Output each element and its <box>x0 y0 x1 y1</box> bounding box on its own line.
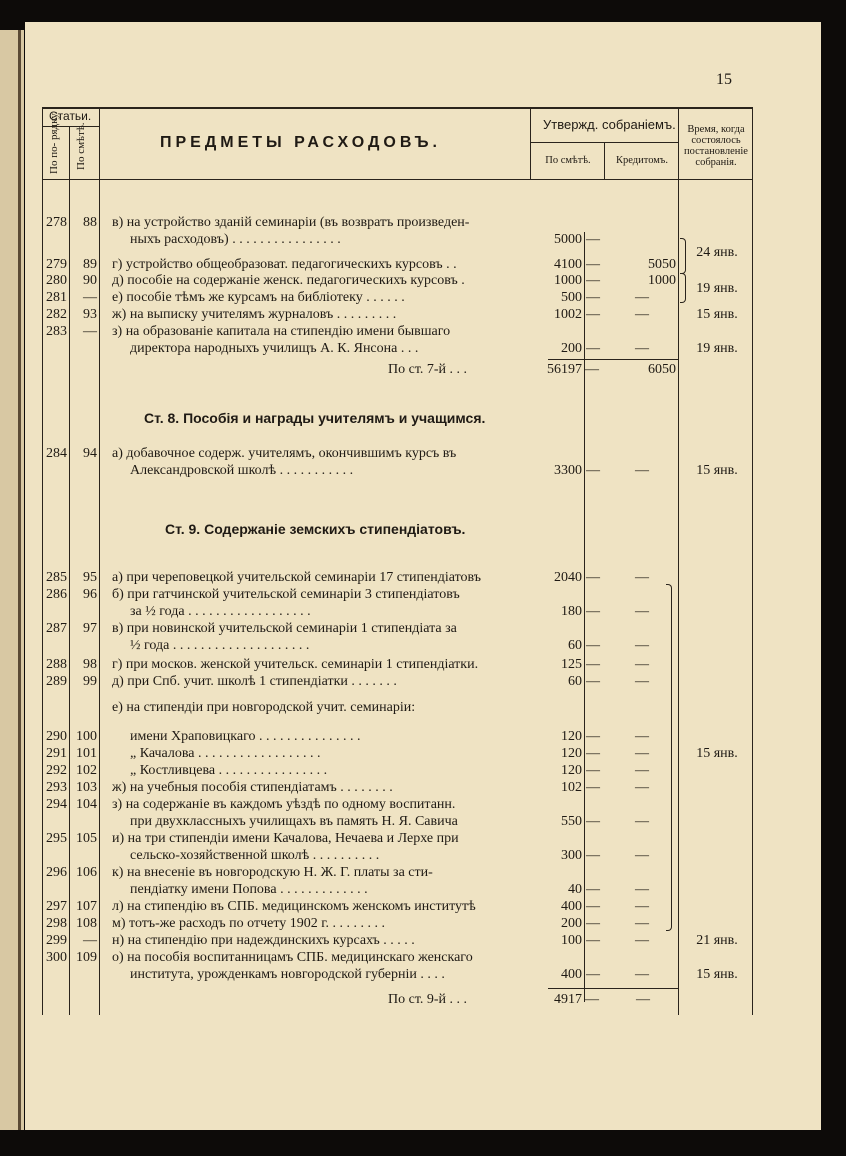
row-sum-dash: — <box>586 899 600 914</box>
row-text: о) на пособія воспитанницамъ СПБ. медицинскаго женскаго <box>112 950 473 965</box>
row-date: 24 янв. <box>696 245 738 260</box>
row-smeta-number: 93 <box>83 307 97 322</box>
row-number: 289 <box>46 674 67 689</box>
row-credit: — <box>635 570 649 585</box>
section-heading-9: Ст. 9. Содержаніе земскихъ стипендіатовъ. <box>165 521 466 537</box>
row-credit: — <box>635 290 649 305</box>
row-credit: — <box>635 848 649 863</box>
col-s-right <box>99 107 100 1015</box>
row-text-continued: сельско-хозяйственной школѣ . . . . . . . . . . <box>130 848 380 863</box>
row-sum-dash: — <box>586 570 600 585</box>
row-sum-dash: — <box>586 882 600 897</box>
row-number: 279 <box>46 257 67 272</box>
row-sum: 180 <box>561 604 582 619</box>
row-smeta-number: 109 <box>76 950 97 965</box>
row-number: 297 <box>46 899 67 914</box>
row-text: и) на три стипендіи имени Качалова, Нечаева и Лерхе при <box>112 831 459 846</box>
row-credit: — <box>635 746 649 761</box>
row-text-continued: при двухклассныхъ училищахъ въ память Н. Я. Савича <box>130 814 458 829</box>
row-sum-dash: — <box>586 341 600 356</box>
row-sum: 125 <box>561 657 582 672</box>
row-credit: — <box>635 341 649 356</box>
row-sum-dash: — <box>586 257 600 272</box>
row-date: 21 янв. <box>696 933 738 948</box>
row-smeta-number: — <box>83 290 97 305</box>
row-number: 296 <box>46 865 67 880</box>
col-sum-dash <box>584 232 585 1002</box>
row-credit: — <box>635 638 649 653</box>
row-text-continued: пендіатку имени Попова . . . . . . . . . . . . . <box>130 882 368 897</box>
row-sum: 102 <box>561 780 582 795</box>
row-credit: — <box>635 882 649 897</box>
row-text: имени Храповицкаго . . . . . . . . . . . . . . . <box>130 729 361 744</box>
header-title: ПРЕДМЕТЫ РАСХОДОВЪ. <box>160 134 441 151</box>
row-text: е) пособіе тѣмъ же курсамъ на библіотеку . . . . . . <box>112 290 405 305</box>
col-cr-right <box>678 107 679 1015</box>
spine-edge <box>18 30 21 1130</box>
table-header-rule <box>42 179 753 180</box>
row-sum-dash: — <box>586 848 600 863</box>
row-number: 281 <box>46 290 67 305</box>
total7-sum: 56197 <box>547 362 582 377</box>
total9-credit: — <box>636 992 650 1007</box>
header-po-poryadku: По по- рядку. <box>48 111 60 174</box>
row-sum: 40 <box>568 882 582 897</box>
row-smeta-number: — <box>83 324 97 339</box>
row-number: 293 <box>46 780 67 795</box>
row-sum: 60 <box>568 674 582 689</box>
row-sum-dash: — <box>586 674 600 689</box>
row-sum: 120 <box>561 746 582 761</box>
row-number: 300 <box>46 950 67 965</box>
row-text: з) на образованіе капитала на стипендію имени бывшаго <box>112 324 451 339</box>
row-sum-dash: — <box>586 307 600 322</box>
row-credit: — <box>635 780 649 795</box>
header-kreditom: Кредитомъ. <box>616 155 668 166</box>
row-text: г) устройство общеобразоват. педагогическихъ курсовъ . . <box>112 257 457 272</box>
row-sum-dash: — <box>586 463 600 478</box>
row-text: д) при Спб. учит. школѣ 1 стипендіатки . . . . . . . <box>112 674 397 689</box>
row-text: в) при новинской учительской семинаріи 1 стипендіата за <box>112 621 457 636</box>
row-smeta-number: 88 <box>83 215 97 230</box>
section-heading-8: Ст. 8. Пособія и награды учителямъ и учащимся. <box>144 410 486 426</box>
table-top-rule <box>42 107 753 109</box>
row-smeta-number: 105 <box>76 831 97 846</box>
total7-rule <box>548 359 678 360</box>
row-number: 287 <box>46 621 67 636</box>
row-number: 286 <box>46 587 67 602</box>
row-sum-dash: — <box>586 967 600 982</box>
row-sum: 4100 <box>554 257 582 272</box>
row-sum-dash: — <box>586 232 600 247</box>
row-sum-dash: — <box>586 604 600 619</box>
row-smeta-number: 104 <box>76 797 97 812</box>
row-smeta-number: 96 <box>83 587 97 602</box>
total7-label: По ст. 7-й . . . <box>388 362 468 377</box>
row-credit: 1000 <box>648 273 676 288</box>
row-smeta-number: 98 <box>83 657 97 672</box>
header-vremya: Время, когда состоялось постановленіе собранія. <box>684 124 748 168</box>
row-sum: 400 <box>561 899 582 914</box>
row-sum: 2040 <box>554 570 582 585</box>
row-text-continued: ½ года . . . . . . . . . . . . . . . . . . . . <box>130 638 310 653</box>
row-credit: — <box>635 763 649 778</box>
row-text: м) тотъ-же расходъ по отчету 1902 г. . . . . . . . . <box>112 916 385 931</box>
row-sum: 60 <box>568 638 582 653</box>
row-credit: 5050 <box>648 257 676 272</box>
row-sum: 500 <box>561 290 582 305</box>
row-smeta-number: 95 <box>83 570 97 585</box>
row-sum-dash: — <box>586 290 600 305</box>
row-credit: — <box>635 729 649 744</box>
row-smeta-number: 101 <box>76 746 97 761</box>
total9-dash: — <box>585 992 599 1007</box>
row-number: 292 <box>46 763 67 778</box>
row-number: 298 <box>46 916 67 931</box>
row-sum-dash: — <box>586 729 600 744</box>
row-number: 283 <box>46 324 67 339</box>
row-date: 19 янв. <box>696 281 738 296</box>
row-sum-dash: — <box>586 657 600 672</box>
row-number: 284 <box>46 446 67 461</box>
total9-rule <box>548 988 678 989</box>
row-credit: — <box>635 899 649 914</box>
row-credit: — <box>635 814 649 829</box>
row-text-continued: за ½ года . . . . . . . . . . . . . . . . . . <box>130 604 311 619</box>
row-date: 15 янв. <box>696 463 738 478</box>
row-number: 291 <box>46 746 67 761</box>
row-date: 15 янв. <box>696 967 738 982</box>
row-credit: — <box>635 604 649 619</box>
row-smeta-number: 94 <box>83 446 97 461</box>
total9-label: По ст. 9-й . . . <box>388 992 468 1007</box>
header-po-smete: По смѣтѣ. <box>75 122 87 170</box>
col-right <box>752 107 753 1015</box>
row-sum-dash: — <box>586 780 600 795</box>
row-smeta-number: 106 <box>76 865 97 880</box>
row-date: 19 янв. <box>696 341 738 356</box>
row-text: в) на устройство зданій семинаріи (въ возвратъ произведен- <box>112 215 470 230</box>
total7-credit: 6050 <box>648 362 676 377</box>
row-sum: 200 <box>561 341 582 356</box>
row-sum: 120 <box>561 763 582 778</box>
row-sum: 1002 <box>554 307 582 322</box>
row-smeta-number: 108 <box>76 916 97 931</box>
row-text: з) на содержаніе въ каждомъ уѣздѣ по одному воспитанн. <box>112 797 456 812</box>
row-smeta-number: 90 <box>83 273 97 288</box>
row-credit: — <box>635 657 649 672</box>
row-smeta-number: 99 <box>83 674 97 689</box>
row-sum: 120 <box>561 729 582 744</box>
row-text: „ Костливцева . . . . . . . . . . . . . . . . <box>130 763 328 778</box>
row-smeta-number: 102 <box>76 763 97 778</box>
row-credit: — <box>635 933 649 948</box>
row-smeta-number: 107 <box>76 899 97 914</box>
row-credit: — <box>635 916 649 931</box>
header-stati: Статьи. <box>49 109 92 123</box>
row-text: к) на внесеніе въ новгородскую Н. Ж. Г. платы за сти- <box>112 865 433 880</box>
row-text: н) на стипендію при надеждинскихъ курсахъ . . . . . <box>112 933 415 948</box>
col-sum-right <box>604 142 605 179</box>
row-smeta-number: 97 <box>83 621 97 636</box>
row-number: 280 <box>46 273 67 288</box>
row-text-continued: Александровской школѣ . . . . . . . . . . . <box>130 463 354 478</box>
brace-279-280 <box>680 238 686 274</box>
row-credit: — <box>635 307 649 322</box>
row-sum-dash: — <box>586 763 600 778</box>
row-number: 278 <box>46 215 67 230</box>
page-number: 15 <box>716 71 732 88</box>
row-smeta-number: — <box>83 933 97 948</box>
row-credit: — <box>635 674 649 689</box>
row-date: 15 янв. <box>696 307 738 322</box>
row-sum-dash: — <box>586 746 600 761</box>
row-number: 288 <box>46 657 67 672</box>
row-number: 294 <box>46 797 67 812</box>
row-sum: 1000 <box>554 273 582 288</box>
header-po-smete-col: По смѣтѣ. <box>545 155 591 166</box>
row-text-continued: директора народныхъ училищъ А. К. Янсона . . . <box>130 341 419 356</box>
total9-sum: 4917 <box>554 992 582 1007</box>
row-number: 285 <box>46 570 67 585</box>
col-desc-right <box>530 107 531 179</box>
row-text: д) пособіе на содержаніе женск. педагогическихъ курсовъ . <box>112 273 465 288</box>
row-sum-dash: — <box>586 638 600 653</box>
row-text: а) при череповецкой учительской семинаріи 17 стипендіатовъ <box>112 570 482 585</box>
row-text: л) на стипендію въ СПБ. медицинскомъ женскомъ институтѣ <box>112 899 476 914</box>
total7-dash: — <box>585 362 599 377</box>
row-sum: 100 <box>561 933 582 948</box>
row-sum: 550 <box>561 814 582 829</box>
row-sum-dash: — <box>586 916 600 931</box>
row-text-continued: ныхъ расходовъ) . . . . . . . . . . . . . . . . <box>130 232 341 247</box>
row-credit: — <box>635 967 649 982</box>
row-credit: — <box>635 463 649 478</box>
row-text: „ Качалова . . . . . . . . . . . . . . . . . . <box>130 746 321 761</box>
row-sum: 3300 <box>554 463 582 478</box>
brace-280-281 <box>680 273 686 303</box>
row-number: 299 <box>46 933 67 948</box>
row-smeta-number: 89 <box>83 257 97 272</box>
row-text: ж) на учебныя пособія стипендіатамъ . . . . . . . . <box>112 780 393 795</box>
row-sum: 5000 <box>554 232 582 247</box>
row-text: ж) на выписку учителямъ журналовъ . . . . . . . . . <box>112 307 397 322</box>
row-smeta-number: 103 <box>76 780 97 795</box>
brace-285-298 <box>666 584 672 931</box>
row-sum-dash: — <box>586 814 600 829</box>
row-text: е) на стипендіи при новгородской учит. семинаріи: <box>112 700 416 715</box>
header-approved: Утвержд. собраніемъ. <box>543 117 676 132</box>
row-sum: 200 <box>561 916 582 931</box>
row-sum: 400 <box>561 967 582 982</box>
row-sum: 300 <box>561 848 582 863</box>
row-sum-dash: — <box>586 273 600 288</box>
row-date: 15 янв. <box>696 746 738 761</box>
row-text: б) при гатчинской учительской семинаріи 3 стипендіатовъ <box>112 587 460 602</box>
row-sum-dash: — <box>586 933 600 948</box>
row-number: 290 <box>46 729 67 744</box>
row-text: г) при москов. женской учительск. семинаріи 1 стипендіатки. <box>112 657 479 672</box>
row-text-continued: института, урожденкамъ новгородской губерніи . . . . <box>130 967 445 982</box>
row-number: 282 <box>46 307 67 322</box>
row-number: 295 <box>46 831 67 846</box>
row-text: а) добавочное содерж. учителямъ, окончившимъ курсъ въ <box>112 446 457 461</box>
row-smeta-number: 100 <box>76 729 97 744</box>
